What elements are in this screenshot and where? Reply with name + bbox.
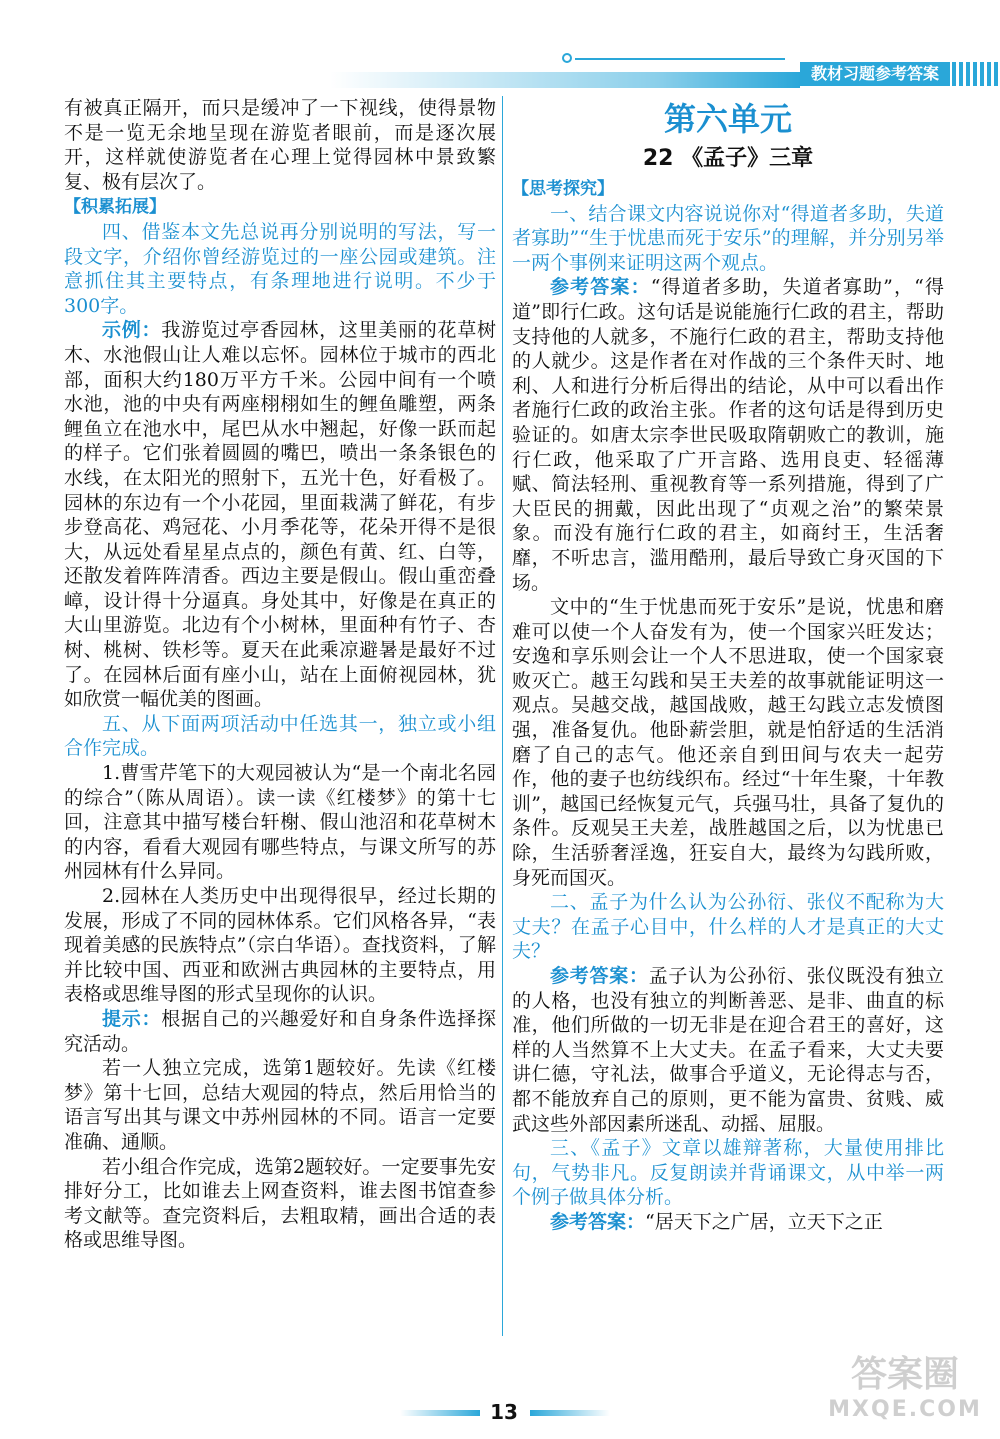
right-column bbox=[512, 96, 944, 1235]
option-group-paragraph: 若小组合作完成，选第2题较好。一定要事先安排好分工，比如谁去上网查资料，谁去图书馆查参考文献等。查完资料后，去粗取精，画出合适的表格或思维导图。 bbox=[64, 1155, 496, 1252]
answer-label: 参考答案： bbox=[550, 1210, 646, 1233]
answer-1 bbox=[512, 275, 944, 595]
example-text: 我游览过亭香园林，这里美丽的花草树木、水池假山让人难以忘怀。园林位于城市的西北部，面积大约180万平方千米。公园中间有一个喷水池，池的中央有两座栩栩如生的鲤鱼雕塑，两条鲤鱼立在池水中，尾巴从水中翘起，好像一跃而起的样子。它们张着圆圆的嘴巴，喷出一条条银色的水线，在太阳光的照射下，五光十色，好看极了。园林的东边有一个小花园，里面栽满了鲜花，有步步登高花、鸡冠花、小月季花等，花朵开得不是很大，从远处看星星点点的，颜色有黄、红、白等，还散发着阵阵清香。西边主要是假山。假山重峦叠嶂，设计得十分逼真。身处其中，好像是在真正的大山里游览。北边有个小树林，里面种有竹子、杏树、桃树、铁杉等。夏天在此乘凉避暑是最好不过了。在园林后面有座小山，站在上面俯视园林，犹如欣赏一幅优美的图画。 bbox=[64, 319, 496, 711]
answer-1-continued: 文中的“生于忧患而死于安乐”是说，忧患和磨难可以使一个人奋发有为，使一个国家兴旺发达；安逸和享乐则会让一个人不思进取，使一个国家衰败灭亡。越王勾践和吴王夫差的故事就能证明这一观点。吴越交战，越国战败，越王勾践立志发愤图强，准备复仇。他卧薪尝胆，就是怕舒适的生活消磨了自己的志气。他还亲自到田间与农夫一起劳作，他的妻子也纺线织布。经过“十年生聚，十年教训”，越国已经恢复元气，兵强马壮，具备了复仇的条件。反观吴王夫差，战胜越国之后，以为忧患已除，生活骄奢淫逸，狂妄自大，最终为勾践所败，身死而国灭。 bbox=[512, 596, 944, 889]
option-alone-paragraph: 若一人独立完成，选第1题较好。先读《红楼梦》第十七回，总结大观园的特点，然后用恰当的语言写出其与课文中苏州园林的不同。语言一定要准确、通顺。 bbox=[64, 1057, 496, 1153]
header-gradient-decoration bbox=[330, 72, 800, 88]
example-paragraph bbox=[64, 318, 496, 712]
header-label: 教材习题参考答案 bbox=[800, 62, 950, 86]
header-dot-decoration bbox=[562, 53, 572, 63]
left-column bbox=[64, 96, 496, 1253]
question-3: 三、《孟子》文章以雄辩著称，大量使用排比句，气势非凡。反复朗读并背诵课文，从中举一两个例子做具体分析。 bbox=[512, 1137, 944, 1209]
lesson-title: 22 《孟子》三章 bbox=[642, 146, 814, 171]
hint-paragraph bbox=[64, 1007, 496, 1056]
answer-label: 参考答案： bbox=[550, 965, 649, 987]
watermark-logo bbox=[820, 1353, 990, 1429]
answer-3-text: “居天下之广居，立天下之正 bbox=[645, 1210, 883, 1233]
answer-label: 参考答案： bbox=[550, 276, 651, 299]
left-paragraph-continued: 有被真正隔开，而只是缓冲了一下视线，使得景物不是一览无余地呈现在游览者眼前，而是逐次展开，这样就使游览者在心理上觉得园林中景致繁复、极有层次了。 bbox=[64, 97, 496, 193]
header-stripe-decoration bbox=[952, 62, 1000, 86]
watermark-line-2: MXQE.COM bbox=[828, 1397, 982, 1422]
example-label: 示例： bbox=[102, 319, 162, 342]
answer-2 bbox=[512, 964, 944, 1136]
question-1: 一、结合课文内容说说你对“得道者多助，失道者寡助”“生于忧患而死于安乐”的理解，并分别另举一两个事例来证明这两个观点。 bbox=[512, 202, 944, 274]
question-2: 二、孟子为什么认为公孙衍、张仪不配称为大丈夫？在孟子心目中，什么样的人才是真正的大丈夫？ bbox=[512, 891, 944, 963]
section-tag-explore: 【思考探究】 bbox=[512, 179, 614, 199]
answer-1-text: “得道者多助，失道者寡助”，“得道”即行仁政。这句话是说能施行仁政的君主，帮助支持他的人就多，不施行仁政的君主，帮助支持他的人就少。这是作者在对作战的三个条件天时、地利、人和进行分析后得出的结论，从中可以看出作者施行仁政的政治主张。作者的这句话是得到历史验证的。如唐太宗李世民吸取隋朝败亡的教训，施行仁政，他采取了广开言路、选用良吏、轻徭薄赋、简法轻刑、重视教育等一系列措施，得到了广大臣民的拥戴，因此出现了“贞观之治”的繁荣景象。而没有施行仁政的君主，如商纣王，生活奢靡，不听忠言，滥用酷刑，最后导致亡身灭国的下场。 bbox=[512, 276, 944, 594]
hint-text: 根据自己的兴趣爱好和自身条件选择探究活动。 bbox=[64, 1007, 496, 1055]
watermark-line-1: 答案圈 bbox=[850, 1354, 959, 1395]
page-number: 13 bbox=[490, 1400, 518, 1424]
header-line-decoration bbox=[575, 58, 785, 60]
question-5: 五、从下面两项活动中任选其一，独立或小组合作完成。 bbox=[64, 712, 496, 760]
activity-item-1: 1.曹雪芹笔下的大观园被认为“是一个南北名园的综合”（陈从周语）。读一读《红楼梦》的第十七回，注意其中描写楼台轩榭、假山池沼和花草树木的内容，看看大观园有哪些特点，与课文所写的苏州园林有什么异同。 bbox=[64, 762, 496, 883]
activity-item-2: 2.园林在人类历史中出现得很早，经过长期的发展，形成了不同的园林体系。它们风格各异，“表现着美感的民族特点”（宗白华语）。查找资料，了解并比较中国、西亚和欧洲古典园林的主要特点，用表格或思维导图的形式呈现你的认识。 bbox=[64, 885, 496, 1006]
answer-2-text: 孟子认为公孙衍、张仪既没有独立的人格，也没有独立的判断善恶、是非、曲直的标准，他们所做的一切无非是在迎合君王的喜好，这样的人当然算不上大丈夫。在孟子看来，大丈夫要讲仁德，守礼法，做事合乎道义，无论得志与否，都不能放弃自己的原则，更不能为富贵、贫贱、威武这些外部因素所迷乱、动摇、屈服。 bbox=[512, 965, 944, 1135]
unit-title: 第六单元 bbox=[663, 100, 792, 138]
question-4: 四、借鉴本文先总说再分别说明的写法，写一段文字，介绍你曾经游览过的一座公园或建筑。注意抓住其主要特点，有条理地进行说明。不少于300字。 bbox=[64, 220, 496, 317]
answer-3 bbox=[512, 1210, 944, 1235]
section-tag-accumulate: 【积累拓展】 bbox=[64, 197, 166, 218]
column-divider bbox=[502, 96, 503, 1336]
footer-right-decoration bbox=[530, 1410, 610, 1416]
footer-left-decoration bbox=[400, 1410, 480, 1416]
hint-label: 提示： bbox=[102, 1007, 162, 1030]
